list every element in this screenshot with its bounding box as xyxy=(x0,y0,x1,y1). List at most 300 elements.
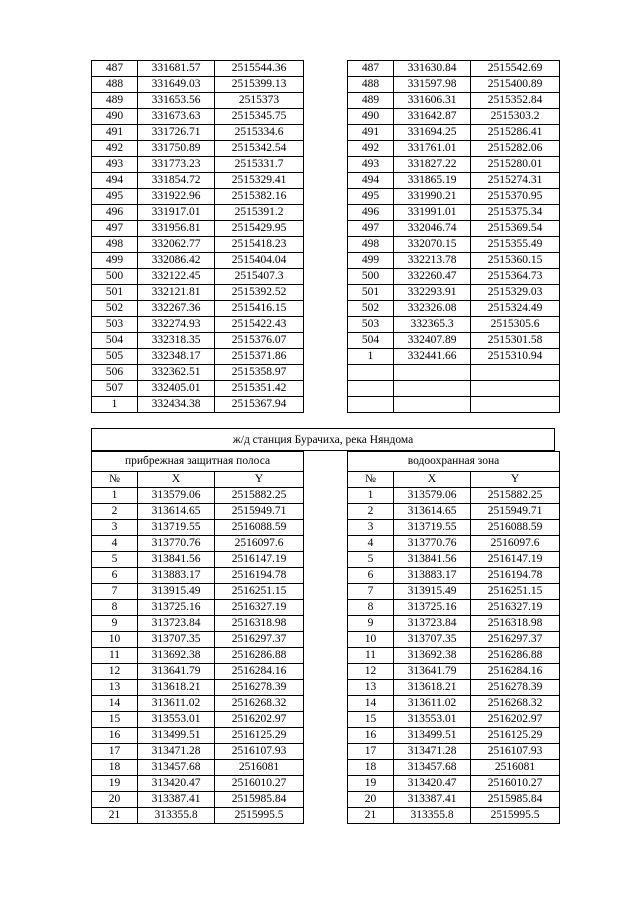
table-row xyxy=(348,728,560,744)
table-row xyxy=(348,648,560,664)
coastal-protection-strip-table xyxy=(91,451,304,824)
y-coordinate: 2516202.97 xyxy=(471,712,560,728)
point-number: 487 xyxy=(92,61,138,77)
y-coordinate: 2515351.42 xyxy=(215,381,304,397)
y-coordinate: 2515376.07 xyxy=(215,333,304,349)
point-number: 5 xyxy=(348,552,394,568)
x-coordinate: 313883.17 xyxy=(138,568,215,584)
x-coordinate: 313692.38 xyxy=(394,648,471,664)
y-coordinate: 2516251.15 xyxy=(471,584,560,600)
table-row xyxy=(348,125,560,141)
point-number: 12 xyxy=(348,664,394,680)
point-number: 502 xyxy=(348,301,394,317)
table-row xyxy=(92,221,304,237)
point-number: 505 xyxy=(92,349,138,365)
y-coordinate: 2516268.32 xyxy=(471,696,560,712)
x-coordinate: 331597.98 xyxy=(394,77,471,93)
point-number: 17 xyxy=(348,744,394,760)
y-coordinate: 2515373 xyxy=(215,93,304,109)
y-coordinate: 2515310.94 xyxy=(471,349,560,365)
table-row xyxy=(348,808,560,824)
table-row xyxy=(348,696,560,712)
y-coordinate: 2515352.84 xyxy=(471,93,560,109)
x-coordinate: 332274.93 xyxy=(138,317,215,333)
table-row xyxy=(348,632,560,648)
point-number: 5 xyxy=(92,552,138,568)
x-coordinate: 332434.38 xyxy=(138,397,215,413)
point-number: 503 xyxy=(92,317,138,333)
point-number: 9 xyxy=(92,616,138,632)
y-coordinate: 2515331.7 xyxy=(215,157,304,173)
table-row xyxy=(348,189,560,205)
x-coordinate: 332260.47 xyxy=(394,269,471,285)
y-coordinate: 2515404.04 xyxy=(215,253,304,269)
x-coordinate: 332086.42 xyxy=(138,253,215,269)
point-number: 487 xyxy=(348,61,394,77)
point-number: 3 xyxy=(348,520,394,536)
y-coordinate: 2515355.49 xyxy=(471,237,560,253)
point-number: 2 xyxy=(92,504,138,520)
table-row xyxy=(92,333,304,349)
table-row xyxy=(92,584,304,600)
point-number: 501 xyxy=(348,285,394,301)
table-row xyxy=(92,632,304,648)
y-coordinate xyxy=(471,397,560,413)
column-header-y: Y xyxy=(471,472,560,488)
y-coordinate: 2516286.88 xyxy=(471,648,560,664)
point-number: 13 xyxy=(92,680,138,696)
y-coordinate: 2516202.97 xyxy=(215,712,304,728)
x-coordinate: 332293.91 xyxy=(394,285,471,301)
x-coordinate: 313355.8 xyxy=(138,808,215,824)
point-number: 16 xyxy=(348,728,394,744)
table-row xyxy=(92,488,304,504)
x-coordinate: 331854.72 xyxy=(138,173,215,189)
y-coordinate: 2515280.01 xyxy=(471,157,560,173)
y-coordinate: 2515329.41 xyxy=(215,173,304,189)
table-row xyxy=(348,760,560,776)
point-number: 9 xyxy=(348,616,394,632)
x-coordinate: 331991.01 xyxy=(394,205,471,221)
table-row xyxy=(92,792,304,808)
x-coordinate: 332062.77 xyxy=(138,237,215,253)
table-row xyxy=(92,552,304,568)
table-row xyxy=(348,237,560,253)
table-row xyxy=(92,397,304,413)
table-row xyxy=(348,584,560,600)
y-coordinate: 2516107.93 xyxy=(215,744,304,760)
point-number: 1 xyxy=(348,488,394,504)
table-row xyxy=(92,173,304,189)
point-number: 502 xyxy=(92,301,138,317)
table-row xyxy=(348,173,560,189)
coastal-strip-title: прибрежная защитная полоса xyxy=(92,452,304,472)
y-coordinate: 2515995.5 xyxy=(471,808,560,824)
table-row xyxy=(92,93,304,109)
table-row xyxy=(348,792,560,808)
x-coordinate: 332362.51 xyxy=(138,365,215,381)
point-number: 16 xyxy=(92,728,138,744)
point-number: 18 xyxy=(92,760,138,776)
y-coordinate: 2516125.29 xyxy=(471,728,560,744)
table-row xyxy=(348,600,560,616)
table-row xyxy=(348,504,560,520)
y-coordinate: 2516081 xyxy=(215,760,304,776)
x-coordinate: 331649.03 xyxy=(138,77,215,93)
y-coordinate: 2516010.27 xyxy=(471,776,560,792)
y-coordinate: 2515418.23 xyxy=(215,237,304,253)
table-row xyxy=(348,157,560,173)
point-number: 6 xyxy=(348,568,394,584)
table-row xyxy=(348,776,560,792)
x-coordinate: 313355.8 xyxy=(394,808,471,824)
top-left-coordinates-table xyxy=(91,60,304,413)
y-coordinate: 2516097.6 xyxy=(215,536,304,552)
point-number: 12 xyxy=(92,664,138,680)
point-number: 1 xyxy=(92,397,138,413)
y-coordinate: 2515882.25 xyxy=(471,488,560,504)
point-number: 498 xyxy=(348,237,394,253)
x-coordinate xyxy=(394,397,471,413)
x-coordinate: 313553.01 xyxy=(394,712,471,728)
point-number: 13 xyxy=(348,680,394,696)
y-coordinate: 2515360.15 xyxy=(471,253,560,269)
x-coordinate: 313770.76 xyxy=(138,536,215,552)
x-coordinate: 313420.47 xyxy=(138,776,215,792)
point-number: 494 xyxy=(92,173,138,189)
y-coordinate: 2515375.34 xyxy=(471,205,560,221)
x-coordinate: 331642.87 xyxy=(394,109,471,125)
y-coordinate: 2516147.19 xyxy=(215,552,304,568)
table-row xyxy=(92,125,304,141)
point-number: 500 xyxy=(348,269,394,285)
point-number: 499 xyxy=(92,253,138,269)
point-number: 492 xyxy=(348,141,394,157)
table-row xyxy=(348,317,560,333)
table-row xyxy=(348,536,560,552)
point-number: 19 xyxy=(348,776,394,792)
y-coordinate: 2516278.39 xyxy=(471,680,560,696)
x-coordinate: 331922.96 xyxy=(138,189,215,205)
table-row xyxy=(92,744,304,760)
y-coordinate: 2516318.98 xyxy=(215,616,304,632)
y-coordinate: 2515392.52 xyxy=(215,285,304,301)
y-coordinate xyxy=(471,381,560,397)
y-coordinate: 2515407.3 xyxy=(215,269,304,285)
y-coordinate xyxy=(471,365,560,381)
x-coordinate: 313723.84 xyxy=(138,616,215,632)
y-coordinate: 2516278.39 xyxy=(215,680,304,696)
table-row xyxy=(92,205,304,221)
point-number: 11 xyxy=(348,648,394,664)
point-number: 4 xyxy=(348,536,394,552)
y-coordinate: 2516097.6 xyxy=(471,536,560,552)
table-row xyxy=(348,520,560,536)
x-coordinate: 313499.51 xyxy=(394,728,471,744)
table-row xyxy=(92,712,304,728)
x-coordinate: 313471.28 xyxy=(138,744,215,760)
x-coordinate: 313692.38 xyxy=(138,648,215,664)
y-coordinate: 2515303.2 xyxy=(471,109,560,125)
x-coordinate: 313579.06 xyxy=(394,488,471,504)
table-row xyxy=(92,269,304,285)
point-number: 491 xyxy=(348,125,394,141)
y-coordinate: 2515305.6 xyxy=(471,317,560,333)
point-number: 1 xyxy=(92,488,138,504)
y-coordinate: 2516147.19 xyxy=(471,552,560,568)
point-number: 491 xyxy=(92,125,138,141)
top-right-coordinates-table xyxy=(347,60,560,413)
point-number: 488 xyxy=(348,77,394,93)
x-coordinate: 332318.35 xyxy=(138,333,215,349)
table-row xyxy=(348,397,560,413)
table-row xyxy=(92,520,304,536)
point-number: 490 xyxy=(348,109,394,125)
x-coordinate: 313614.65 xyxy=(394,504,471,520)
x-coordinate: 313770.76 xyxy=(394,536,471,552)
y-coordinate: 2516327.19 xyxy=(215,600,304,616)
y-coordinate: 2516268.32 xyxy=(215,696,304,712)
column-header-x: X xyxy=(394,472,471,488)
point-number: 1 xyxy=(348,349,394,365)
y-coordinate: 2516107.93 xyxy=(471,744,560,760)
table-row xyxy=(92,365,304,381)
x-coordinate: 313499.51 xyxy=(138,728,215,744)
point-number: 15 xyxy=(92,712,138,728)
table-row xyxy=(348,381,560,397)
y-coordinate: 2515367.94 xyxy=(215,397,304,413)
x-coordinate: 313719.55 xyxy=(138,520,215,536)
y-coordinate: 2515382.16 xyxy=(215,189,304,205)
x-coordinate: 313471.28 xyxy=(394,744,471,760)
y-coordinate: 2516284.16 xyxy=(471,664,560,680)
y-coordinate: 2516327.19 xyxy=(471,600,560,616)
y-coordinate: 2515429.95 xyxy=(215,221,304,237)
x-coordinate: 332121.81 xyxy=(138,285,215,301)
y-coordinate: 2516194.78 xyxy=(215,568,304,584)
y-coordinate: 2515358.97 xyxy=(215,365,304,381)
x-coordinate: 331750.89 xyxy=(138,141,215,157)
point-number: 490 xyxy=(92,109,138,125)
point-number: 7 xyxy=(92,584,138,600)
x-coordinate: 313387.41 xyxy=(394,792,471,808)
table-row xyxy=(92,696,304,712)
y-coordinate: 2515334.6 xyxy=(215,125,304,141)
table-row xyxy=(348,333,560,349)
table-row xyxy=(348,269,560,285)
x-coordinate: 331761.01 xyxy=(394,141,471,157)
x-coordinate: 313420.47 xyxy=(394,776,471,792)
table-row xyxy=(92,664,304,680)
table-row xyxy=(348,301,560,317)
table-row xyxy=(92,349,304,365)
y-coordinate: 2515286.41 xyxy=(471,125,560,141)
y-coordinate: 2516088.59 xyxy=(471,520,560,536)
point-number: 10 xyxy=(348,632,394,648)
x-coordinate: 331773.23 xyxy=(138,157,215,173)
table-row xyxy=(92,648,304,664)
x-coordinate: 313579.06 xyxy=(138,488,215,504)
y-coordinate: 2515301.58 xyxy=(471,333,560,349)
point-number: 14 xyxy=(348,696,394,712)
point-number: 500 xyxy=(92,269,138,285)
x-coordinate: 313725.16 xyxy=(394,600,471,616)
y-coordinate: 2515544.36 xyxy=(215,61,304,77)
x-coordinate: 332405.01 xyxy=(138,381,215,397)
x-coordinate: 332326.08 xyxy=(394,301,471,317)
point-number: 2 xyxy=(348,504,394,520)
x-coordinate: 332365.3 xyxy=(394,317,471,333)
x-coordinate: 313725.16 xyxy=(138,600,215,616)
y-coordinate: 2515324.49 xyxy=(471,301,560,317)
y-coordinate: 2515369.54 xyxy=(471,221,560,237)
y-coordinate: 2515342.54 xyxy=(215,141,304,157)
table-row xyxy=(348,568,560,584)
y-coordinate: 2516297.37 xyxy=(471,632,560,648)
y-coordinate: 2515416.15 xyxy=(215,301,304,317)
y-coordinate: 2516081 xyxy=(471,760,560,776)
y-coordinate: 2515399.13 xyxy=(215,77,304,93)
point-number: 20 xyxy=(348,792,394,808)
table-row xyxy=(348,488,560,504)
y-coordinate: 2515370.95 xyxy=(471,189,560,205)
table-row xyxy=(92,381,304,397)
x-coordinate xyxy=(394,365,471,381)
x-coordinate: 332046.74 xyxy=(394,221,471,237)
point-number: 488 xyxy=(92,77,138,93)
x-coordinate: 313457.68 xyxy=(394,760,471,776)
table-row xyxy=(348,712,560,728)
table-row xyxy=(348,680,560,696)
x-coordinate: 332213.78 xyxy=(394,253,471,269)
point-number: 506 xyxy=(92,365,138,381)
y-coordinate: 2516251.15 xyxy=(215,584,304,600)
x-coordinate: 331673.63 xyxy=(138,109,215,125)
table-row xyxy=(348,285,560,301)
table-row xyxy=(92,504,304,520)
point-number: 10 xyxy=(92,632,138,648)
x-coordinate: 331726.71 xyxy=(138,125,215,141)
table-row xyxy=(348,365,560,381)
x-coordinate: 313707.35 xyxy=(394,632,471,648)
point-number: 4 xyxy=(92,536,138,552)
y-coordinate: 2515391.2 xyxy=(215,205,304,221)
column-header-number: № xyxy=(92,472,138,488)
x-coordinate: 313611.02 xyxy=(394,696,471,712)
water-protection-zone-table xyxy=(347,451,560,824)
y-coordinate: 2515542.69 xyxy=(471,61,560,77)
x-coordinate: 331653.56 xyxy=(138,93,215,109)
point-number: 499 xyxy=(348,253,394,269)
x-coordinate: 313553.01 xyxy=(138,712,215,728)
y-coordinate: 2515345.75 xyxy=(215,109,304,125)
y-coordinate: 2516125.29 xyxy=(215,728,304,744)
point-number: 15 xyxy=(348,712,394,728)
x-coordinate: 313719.55 xyxy=(394,520,471,536)
x-coordinate: 313883.17 xyxy=(394,568,471,584)
table-row xyxy=(92,536,304,552)
point-number: 489 xyxy=(92,93,138,109)
table-row xyxy=(348,93,560,109)
point-number xyxy=(348,365,394,381)
x-coordinate: 331630.84 xyxy=(394,61,471,77)
table-row xyxy=(92,77,304,93)
x-coordinate: 332441.66 xyxy=(394,349,471,365)
x-coordinate: 331606.31 xyxy=(394,93,471,109)
table-row xyxy=(348,552,560,568)
table-row xyxy=(348,349,560,365)
column-header-y: Y xyxy=(215,472,304,488)
y-coordinate: 2515282.06 xyxy=(471,141,560,157)
point-number: 501 xyxy=(92,285,138,301)
point-number: 21 xyxy=(348,808,394,824)
point-number: 18 xyxy=(348,760,394,776)
table-row xyxy=(348,616,560,632)
y-coordinate: 2516194.78 xyxy=(471,568,560,584)
point-number: 493 xyxy=(348,157,394,173)
point-number: 497 xyxy=(92,221,138,237)
table-row xyxy=(92,301,304,317)
point-number: 492 xyxy=(92,141,138,157)
y-coordinate: 2515364.73 xyxy=(471,269,560,285)
x-coordinate: 313614.65 xyxy=(138,504,215,520)
x-coordinate: 331827.22 xyxy=(394,157,471,173)
x-coordinate: 331956.81 xyxy=(138,221,215,237)
y-coordinate: 2515949.71 xyxy=(215,504,304,520)
table-row xyxy=(92,253,304,269)
y-coordinate: 2515995.5 xyxy=(215,808,304,824)
point-number: 17 xyxy=(92,744,138,760)
x-coordinate: 331694.25 xyxy=(394,125,471,141)
table-row xyxy=(348,253,560,269)
point-number: 495 xyxy=(92,189,138,205)
x-coordinate: 331865.19 xyxy=(394,173,471,189)
table-row xyxy=(92,61,304,77)
x-coordinate: 331917.01 xyxy=(138,205,215,221)
table-row xyxy=(92,237,304,253)
x-coordinate: 332070.15 xyxy=(394,237,471,253)
point-number: 8 xyxy=(92,600,138,616)
table-row xyxy=(348,141,560,157)
table-row xyxy=(92,776,304,792)
x-coordinate: 332407.89 xyxy=(394,333,471,349)
column-header-number: № xyxy=(348,472,394,488)
table-row xyxy=(348,205,560,221)
x-coordinate: 313457.68 xyxy=(138,760,215,776)
x-coordinate: 313841.56 xyxy=(394,552,471,568)
y-coordinate: 2515371.86 xyxy=(215,349,304,365)
point-number: 3 xyxy=(92,520,138,536)
table-row xyxy=(348,77,560,93)
y-coordinate: 2516297.37 xyxy=(215,632,304,648)
y-coordinate: 2515985.84 xyxy=(215,792,304,808)
x-coordinate: 313387.41 xyxy=(138,792,215,808)
x-coordinate: 331990.21 xyxy=(394,189,471,205)
x-coordinate xyxy=(394,381,471,397)
point-number: 7 xyxy=(348,584,394,600)
point-number: 20 xyxy=(92,792,138,808)
point-number: 19 xyxy=(92,776,138,792)
point-number: 489 xyxy=(348,93,394,109)
section-title: ж/д станция Бурачиха, река Няндома xyxy=(91,428,555,451)
table-row xyxy=(92,141,304,157)
x-coordinate: 313611.02 xyxy=(138,696,215,712)
point-number: 495 xyxy=(348,189,394,205)
y-coordinate: 2516088.59 xyxy=(215,520,304,536)
table-row xyxy=(92,285,304,301)
x-coordinate: 313723.84 xyxy=(394,616,471,632)
point-number: 8 xyxy=(348,600,394,616)
